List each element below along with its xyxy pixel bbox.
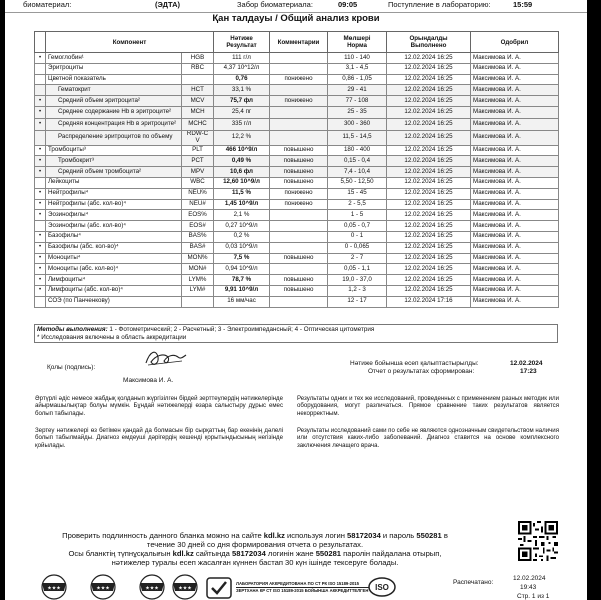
- row-result: 75,7 фл: [214, 96, 270, 107]
- row-component: Средний объем эритроцита²: [46, 96, 182, 107]
- row-code: LYM#: [182, 285, 214, 296]
- row-done: 12.02.2024 16:25: [387, 53, 471, 64]
- row-done: 12.02.2024 16:25: [387, 106, 471, 118]
- table-row: [35, 296, 559, 307]
- row-code: MCHC: [182, 118, 214, 130]
- printed-time: 19:43: [520, 584, 537, 591]
- verify-site: kdl.kz: [263, 531, 285, 540]
- svg-text:★★★: ★★★: [145, 585, 159, 592]
- row-done: 12.02.2024 16:25: [387, 118, 471, 130]
- row-approved: Максимова И. А.: [471, 177, 559, 188]
- row-code: MCH: [182, 106, 214, 118]
- table-row: [35, 242, 559, 253]
- row-norm: 5,50 - 12,50: [328, 177, 387, 188]
- row-comment: повышено: [270, 156, 328, 167]
- note-kz-2: Зертеу нәтижелері өз бетімен қандай да болмасын бір сырқаттың бар екенінің дәлелі болып табылмайды. Диагноз емдеуші дәрігердің кешенді қорытындысының негізінде қойылады.: [35, 427, 283, 449]
- row-done: 12.02.2024 16:25: [387, 231, 471, 242]
- table-row: [35, 221, 559, 232]
- row-result: 2,1 %: [214, 210, 270, 221]
- row-norm: 300 - 360: [328, 118, 387, 130]
- row-norm: 77 - 108: [328, 96, 387, 107]
- row-component: Нейтрофилы (абс. кол-во)⁴: [46, 199, 182, 210]
- page-title: Қан талдауы / Общий анализ крови: [212, 13, 380, 24]
- row-done: 12.02.2024 16:25: [387, 63, 471, 74]
- biomaterial-label: биоматериал:: [23, 0, 72, 9]
- row-mark: •: [35, 156, 46, 167]
- row-approved: Максимова И. А.: [471, 74, 559, 85]
- row-result: 0,76: [214, 74, 270, 85]
- row-component: Гематокрит: [46, 85, 182, 96]
- col-header-done: Орындалды Выполнено: [387, 32, 471, 53]
- row-code: WBC: [182, 177, 214, 188]
- row-comment: повышено: [270, 275, 328, 286]
- biomaterial-code: (ЭДТА): [155, 0, 181, 9]
- row-mark: [35, 177, 46, 188]
- row-component: Среднее содержание Hb в эритроците²: [46, 106, 182, 118]
- row-result: 0,49 %: [214, 156, 270, 167]
- row-result: 12,60 10^9/л: [214, 177, 270, 188]
- row-done: 12.02.2024 16:25: [387, 177, 471, 188]
- row-done: 12.02.2024 16:25: [387, 188, 471, 199]
- table-row: [35, 96, 559, 107]
- row-result: 9,91 10^9/л: [214, 285, 270, 296]
- row-comment: [270, 85, 328, 96]
- row-norm: 11,5 - 14,5: [328, 130, 387, 145]
- award-badge-icon: [34, 573, 74, 600]
- row-result: 78,7 %: [214, 275, 270, 286]
- svg-text:★★★: ★★★: [47, 585, 61, 592]
- table-row: [35, 167, 559, 178]
- row-comment: [270, 231, 328, 242]
- col-header-result: Нәтиже Результат: [214, 32, 270, 53]
- row-comment: [270, 63, 328, 74]
- row-mark: [35, 74, 46, 85]
- row-result: 466 10^9/л: [214, 145, 270, 156]
- row-comment: повышено: [270, 285, 328, 296]
- row-result: 11,5 %: [214, 188, 270, 199]
- row-approved: Максимова И. А.: [471, 130, 559, 145]
- row-mark: •: [35, 253, 46, 264]
- row-norm: 29 - 41: [328, 85, 387, 96]
- col-header-approved: Одобрил: [471, 32, 559, 53]
- row-result: 1,45 10^9/л: [214, 199, 270, 210]
- row-approved: Максимова И. А.: [471, 221, 559, 232]
- row-mark: •: [35, 106, 46, 118]
- table-row: [35, 74, 559, 85]
- row-component: Тромбокрит³: [46, 156, 182, 167]
- table-row: [35, 188, 559, 199]
- table-row: [35, 130, 559, 145]
- row-code: HGB: [182, 53, 214, 64]
- note-kz-1: Әртүрлі әдіс немесе жабдық қолданып жүргізілген бірдей зерттеулердің нәтижелерінде айырмашылықтар болуы мүмкін. Бұндай нәтижелерді өзара салыстыру дұрыс емес болып табылады.: [35, 395, 283, 417]
- signer-name: Максимова И. А.: [123, 377, 174, 384]
- table-row: [35, 156, 559, 167]
- table-row: [35, 106, 559, 118]
- row-code: [182, 296, 214, 307]
- row-component: Лимфоциты⁴: [46, 275, 182, 286]
- row-component: Лимфоциты (абс. кол-во)⁴: [46, 285, 182, 296]
- row-done: 12.02.2024 16:25: [387, 74, 471, 85]
- table-row: [35, 275, 559, 286]
- row-norm: 12 - 17: [328, 296, 387, 307]
- row-code: NEU%: [182, 188, 214, 199]
- row-code: MCV: [182, 96, 214, 107]
- col-header-norm: Мөлшері Норма: [328, 32, 387, 53]
- row-norm: 1,2 - 3: [328, 285, 387, 296]
- results-table: [34, 31, 559, 308]
- row-code: MPV: [182, 167, 214, 178]
- row-code: MON#: [182, 264, 214, 275]
- row-component: Распределение эритроцитов по объему: [46, 130, 182, 145]
- row-approved: Максимова И. А.: [471, 264, 559, 275]
- methods-box: [34, 324, 558, 343]
- row-component: Нейтрофилы⁴: [46, 188, 182, 199]
- row-approved: Максимова И. А.: [471, 118, 559, 130]
- row-mark: •: [35, 275, 46, 286]
- row-mark: •: [35, 242, 46, 253]
- row-component: Моноциты⁴: [46, 253, 182, 264]
- row-component: Гемоглобин¹: [46, 53, 182, 64]
- row-result: 10,6 фл: [214, 167, 270, 178]
- row-result: 0,2 %: [214, 231, 270, 242]
- row-code: PCT: [182, 156, 214, 167]
- row-code: HCT: [182, 85, 214, 96]
- row-approved: Максимова И. А.: [471, 85, 559, 96]
- row-code: MON%: [182, 253, 214, 264]
- row-code: EOS%: [182, 210, 214, 221]
- row-code: RBC: [182, 63, 214, 74]
- row-component: Базофилы⁴: [46, 231, 182, 242]
- note-ru-2: Результаты исследований сами по себе не являются однозначным свидетельством наличия или отсутствия каких-либо заболеваний. Диагноз ставится на основе комплексного заключения лечащего врача.: [297, 427, 559, 449]
- table-row: [35, 63, 559, 74]
- row-component: Эозинофилы⁴: [46, 210, 182, 221]
- row-done: 12.02.2024 16:25: [387, 167, 471, 178]
- row-done: 12.02.2024 16:25: [387, 96, 471, 107]
- row-approved: Максимова И. А.: [471, 285, 559, 296]
- col-header-component: Компонент: [46, 32, 214, 53]
- row-comment: повышено: [270, 167, 328, 178]
- row-comment: [270, 296, 328, 307]
- row-norm: 0,15 - 0,4: [328, 156, 387, 167]
- row-component: Эозинофилы (абс. кол-во)⁴: [46, 221, 182, 232]
- row-norm: 15 - 45: [328, 188, 387, 199]
- row-approved: Максимова И. А.: [471, 275, 559, 286]
- row-done: 12.02.2024 16:25: [387, 130, 471, 145]
- row-code: EOS#: [182, 221, 214, 232]
- row-comment: понижено: [270, 188, 328, 199]
- row-approved: Максимова И. А.: [471, 188, 559, 199]
- row-comment: повышено: [270, 253, 328, 264]
- table-row: [35, 253, 559, 264]
- row-component: Средний объем тромбоцита²: [46, 167, 182, 178]
- qr-code-icon: [518, 521, 558, 561]
- row-done: 12.02.2024 16:25: [387, 156, 471, 167]
- row-norm: 7,4 - 10,4: [328, 167, 387, 178]
- row-approved: Максимова И. А.: [471, 106, 559, 118]
- accreditation-check-icon: [205, 576, 233, 600]
- row-approved: Максимова И. А.: [471, 96, 559, 107]
- row-done: 12.02.2024 16:25: [387, 210, 471, 221]
- row-result: 16 мм/час: [214, 296, 270, 307]
- row-done: 12.02.2024 16:25: [387, 145, 471, 156]
- row-done: 12.02.2024 16:25: [387, 285, 471, 296]
- row-done: 12.02.2024 16:25: [387, 199, 471, 210]
- row-result: 7,5 %: [214, 253, 270, 264]
- row-component: Эритроциты: [46, 63, 182, 74]
- collection-time: 09:05: [338, 0, 358, 9]
- verify-login: 58172034: [347, 531, 381, 540]
- row-comment: понижено: [270, 199, 328, 210]
- row-comment: повышено: [270, 177, 328, 188]
- row-result: 33,1 %: [214, 85, 270, 96]
- row-norm: 3,1 - 4,5: [328, 63, 387, 74]
- row-comment: [270, 106, 328, 118]
- verify-password: 550281: [416, 531, 442, 540]
- row-comment: [270, 130, 328, 145]
- verification-text: Проверить подлинность данного бланка можно на сайте kdl.kz используя логин 58172034 и пароль 550281 в течение 30 дней со дня формирования отчета о результатах. Осы бланктің түпнұсқалығын kdl.kz сайтында 58172034 логинін жане 550281 паролін пайдалана отырып, нәтижелер туралы есеп жасалған күннен бастап 30 күн ішінде тексеруге болады.: [62, 531, 448, 567]
- row-result: 25,4 пг: [214, 106, 270, 118]
- printed-label: Распечатано:: [453, 579, 494, 586]
- row-approved: Максимова И. А.: [471, 199, 559, 210]
- page-number: Стр. 1 из 1: [517, 593, 550, 600]
- report-ready-time: 17:23: [520, 368, 537, 375]
- row-mark: •: [35, 188, 46, 199]
- row-norm: 2 - 5,5: [328, 199, 387, 210]
- row-done: 12.02.2024 17:16: [387, 296, 471, 307]
- arrival-time: 15:59: [513, 0, 533, 9]
- table-row: [35, 264, 559, 275]
- table-row: [35, 177, 559, 188]
- signature-label: Қолы (подпись):: [47, 364, 96, 371]
- row-norm: 180 - 400: [328, 145, 387, 156]
- report-ready-label-kz: Нәтиже бойынша есеп қалыптастырылды:: [350, 360, 479, 367]
- row-comment: понижено: [270, 96, 328, 107]
- row-approved: Максимова И. А.: [471, 231, 559, 242]
- table-row: [35, 85, 559, 96]
- row-comment: повышено: [270, 145, 328, 156]
- row-norm: 0 - 1: [328, 231, 387, 242]
- row-component: Лейкоциты: [46, 177, 182, 188]
- row-result: 12,2 %: [214, 130, 270, 145]
- row-code: [182, 74, 214, 85]
- report-ready-date: 12.02.2024: [510, 360, 543, 367]
- row-mark: •: [35, 167, 46, 178]
- row-comment: [270, 264, 328, 275]
- row-comment: [270, 210, 328, 221]
- handwritten-signature: [142, 345, 190, 371]
- row-mark: •: [35, 53, 46, 64]
- row-mark: •: [35, 145, 46, 156]
- row-mark: •: [35, 118, 46, 130]
- row-mark: •: [35, 231, 46, 242]
- row-done: 12.02.2024 16:25: [387, 264, 471, 275]
- table-row: [35, 118, 559, 130]
- accreditation-text: ЛАБОРАТОРИЯ АККРЕДИТОВАНА ПО СТ РК ISO 15189-2015 ЗЕРТХАНА КР СТ ISO 15189-2015 БОЙЫНША АККРЕДИТТЕЛГЕН: [236, 581, 376, 594]
- table-row: [35, 145, 559, 156]
- col-header-comments: Комментарии: [270, 32, 328, 53]
- row-norm: 25 - 35: [328, 106, 387, 118]
- row-component: Средняя концентрация Hb в эритроците²: [46, 118, 182, 130]
- row-mark: •: [35, 199, 46, 210]
- row-result: 4,37 10^12/л: [214, 63, 270, 74]
- methods-label: Методы выполнения:: [37, 326, 108, 333]
- row-approved: Максимова И. А.: [471, 253, 559, 264]
- row-code: RDW-C V: [182, 130, 214, 145]
- row-norm: 0,05 - 0,7: [328, 221, 387, 232]
- row-norm: 1 - 5: [328, 210, 387, 221]
- row-comment: [270, 221, 328, 232]
- row-mark: •: [35, 285, 46, 296]
- collection-label: Забор биоматериала:: [237, 0, 313, 9]
- report-ready-label-ru: Отчет о результатах сформирован:: [368, 368, 475, 375]
- report-page: [5, 0, 587, 600]
- row-comment: [270, 242, 328, 253]
- table-header-row: [35, 32, 559, 53]
- svg-text:★★★: ★★★: [96, 585, 110, 592]
- table-row: [35, 285, 559, 296]
- row-mark: [35, 130, 46, 145]
- row-result: 0,03 10^9/л: [214, 242, 270, 253]
- table-row: [35, 199, 559, 210]
- svg-text:ISO: ISO: [375, 583, 389, 592]
- row-result: 111 г/л: [214, 53, 270, 64]
- row-code: NEU#: [182, 199, 214, 210]
- row-component: Цветной показатель: [46, 74, 182, 85]
- row-mark: [35, 63, 46, 74]
- row-approved: Максимова И. А.: [471, 242, 559, 253]
- row-mark: [35, 85, 46, 96]
- row-norm: 19,0 - 37,0: [328, 275, 387, 286]
- row-result: 335 г/л: [214, 118, 270, 130]
- row-mark: [35, 296, 46, 307]
- row-component: Тромбоциты³: [46, 145, 182, 156]
- row-approved: Максимова И. А.: [471, 296, 559, 307]
- accreditation-note: * Исследования включены в область аккредитации: [37, 333, 187, 341]
- table-row: [35, 53, 559, 64]
- row-mark: •: [35, 210, 46, 221]
- row-code: BAS#: [182, 242, 214, 253]
- row-code: BAS%: [182, 231, 214, 242]
- row-norm: 0,86 - 1,05: [328, 74, 387, 85]
- row-mark: •: [35, 96, 46, 107]
- printed-date: 12.02.2024: [513, 575, 546, 582]
- arrival-label: Поступление в лабораторию:: [388, 0, 491, 9]
- iso-logo-icon: [367, 576, 397, 598]
- row-code: LYM%: [182, 275, 214, 286]
- row-mark: [35, 221, 46, 232]
- row-norm: 2 - 7: [328, 253, 387, 264]
- row-norm: 0,05 - 1,1: [328, 264, 387, 275]
- row-norm: 0 - 0,065: [328, 242, 387, 253]
- row-component: Моноциты (абс. кол-во)⁴: [46, 264, 182, 275]
- table-row: [35, 231, 559, 242]
- row-mark: •: [35, 264, 46, 275]
- methods-text: 1 - Фотометрический; 2 - Расчетный; 3 - Электроимпедансный; 4 - Оптическая цитометрия: [107, 326, 375, 333]
- table-row: [35, 210, 559, 221]
- row-approved: Максимова И. А.: [471, 63, 559, 74]
- award-badge-icon: [83, 573, 123, 600]
- row-done: 12.02.2024 16:25: [387, 221, 471, 232]
- row-done: 12.02.2024 16:25: [387, 275, 471, 286]
- row-approved: Максимова И. А.: [471, 156, 559, 167]
- row-norm: 110 - 140: [328, 53, 387, 64]
- row-done: 12.02.2024 16:25: [387, 242, 471, 253]
- row-comment: [270, 118, 328, 130]
- row-comment: [270, 53, 328, 64]
- row-done: 12.02.2024 16:25: [387, 85, 471, 96]
- row-approved: Максимова И. А.: [471, 210, 559, 221]
- row-result: 0,94 10^9/л: [214, 264, 270, 275]
- award-badge-icon: [165, 573, 205, 600]
- row-approved: Максимова И. А.: [471, 145, 559, 156]
- row-comment: понижено: [270, 74, 328, 85]
- row-code: PLT: [182, 145, 214, 156]
- svg-text:★★★: ★★★: [178, 585, 192, 592]
- row-component: Базофилы (абс. кол-во)⁴: [46, 242, 182, 253]
- row-result: 0,27 10^9/л: [214, 221, 270, 232]
- row-done: 12.02.2024 16:25: [387, 253, 471, 264]
- row-approved: Максимова И. А.: [471, 167, 559, 178]
- row-component: СОЭ (по Панченкову): [46, 296, 182, 307]
- note-ru-1: Результаты одних и тех же исследований, проведенных с применением разных методик или оборудования, могут различаться. Прямое сравнение таких результатов является некорректным.: [297, 395, 559, 417]
- row-approved: Максимова И. А.: [471, 53, 559, 64]
- header-strip: [5, 0, 587, 13]
